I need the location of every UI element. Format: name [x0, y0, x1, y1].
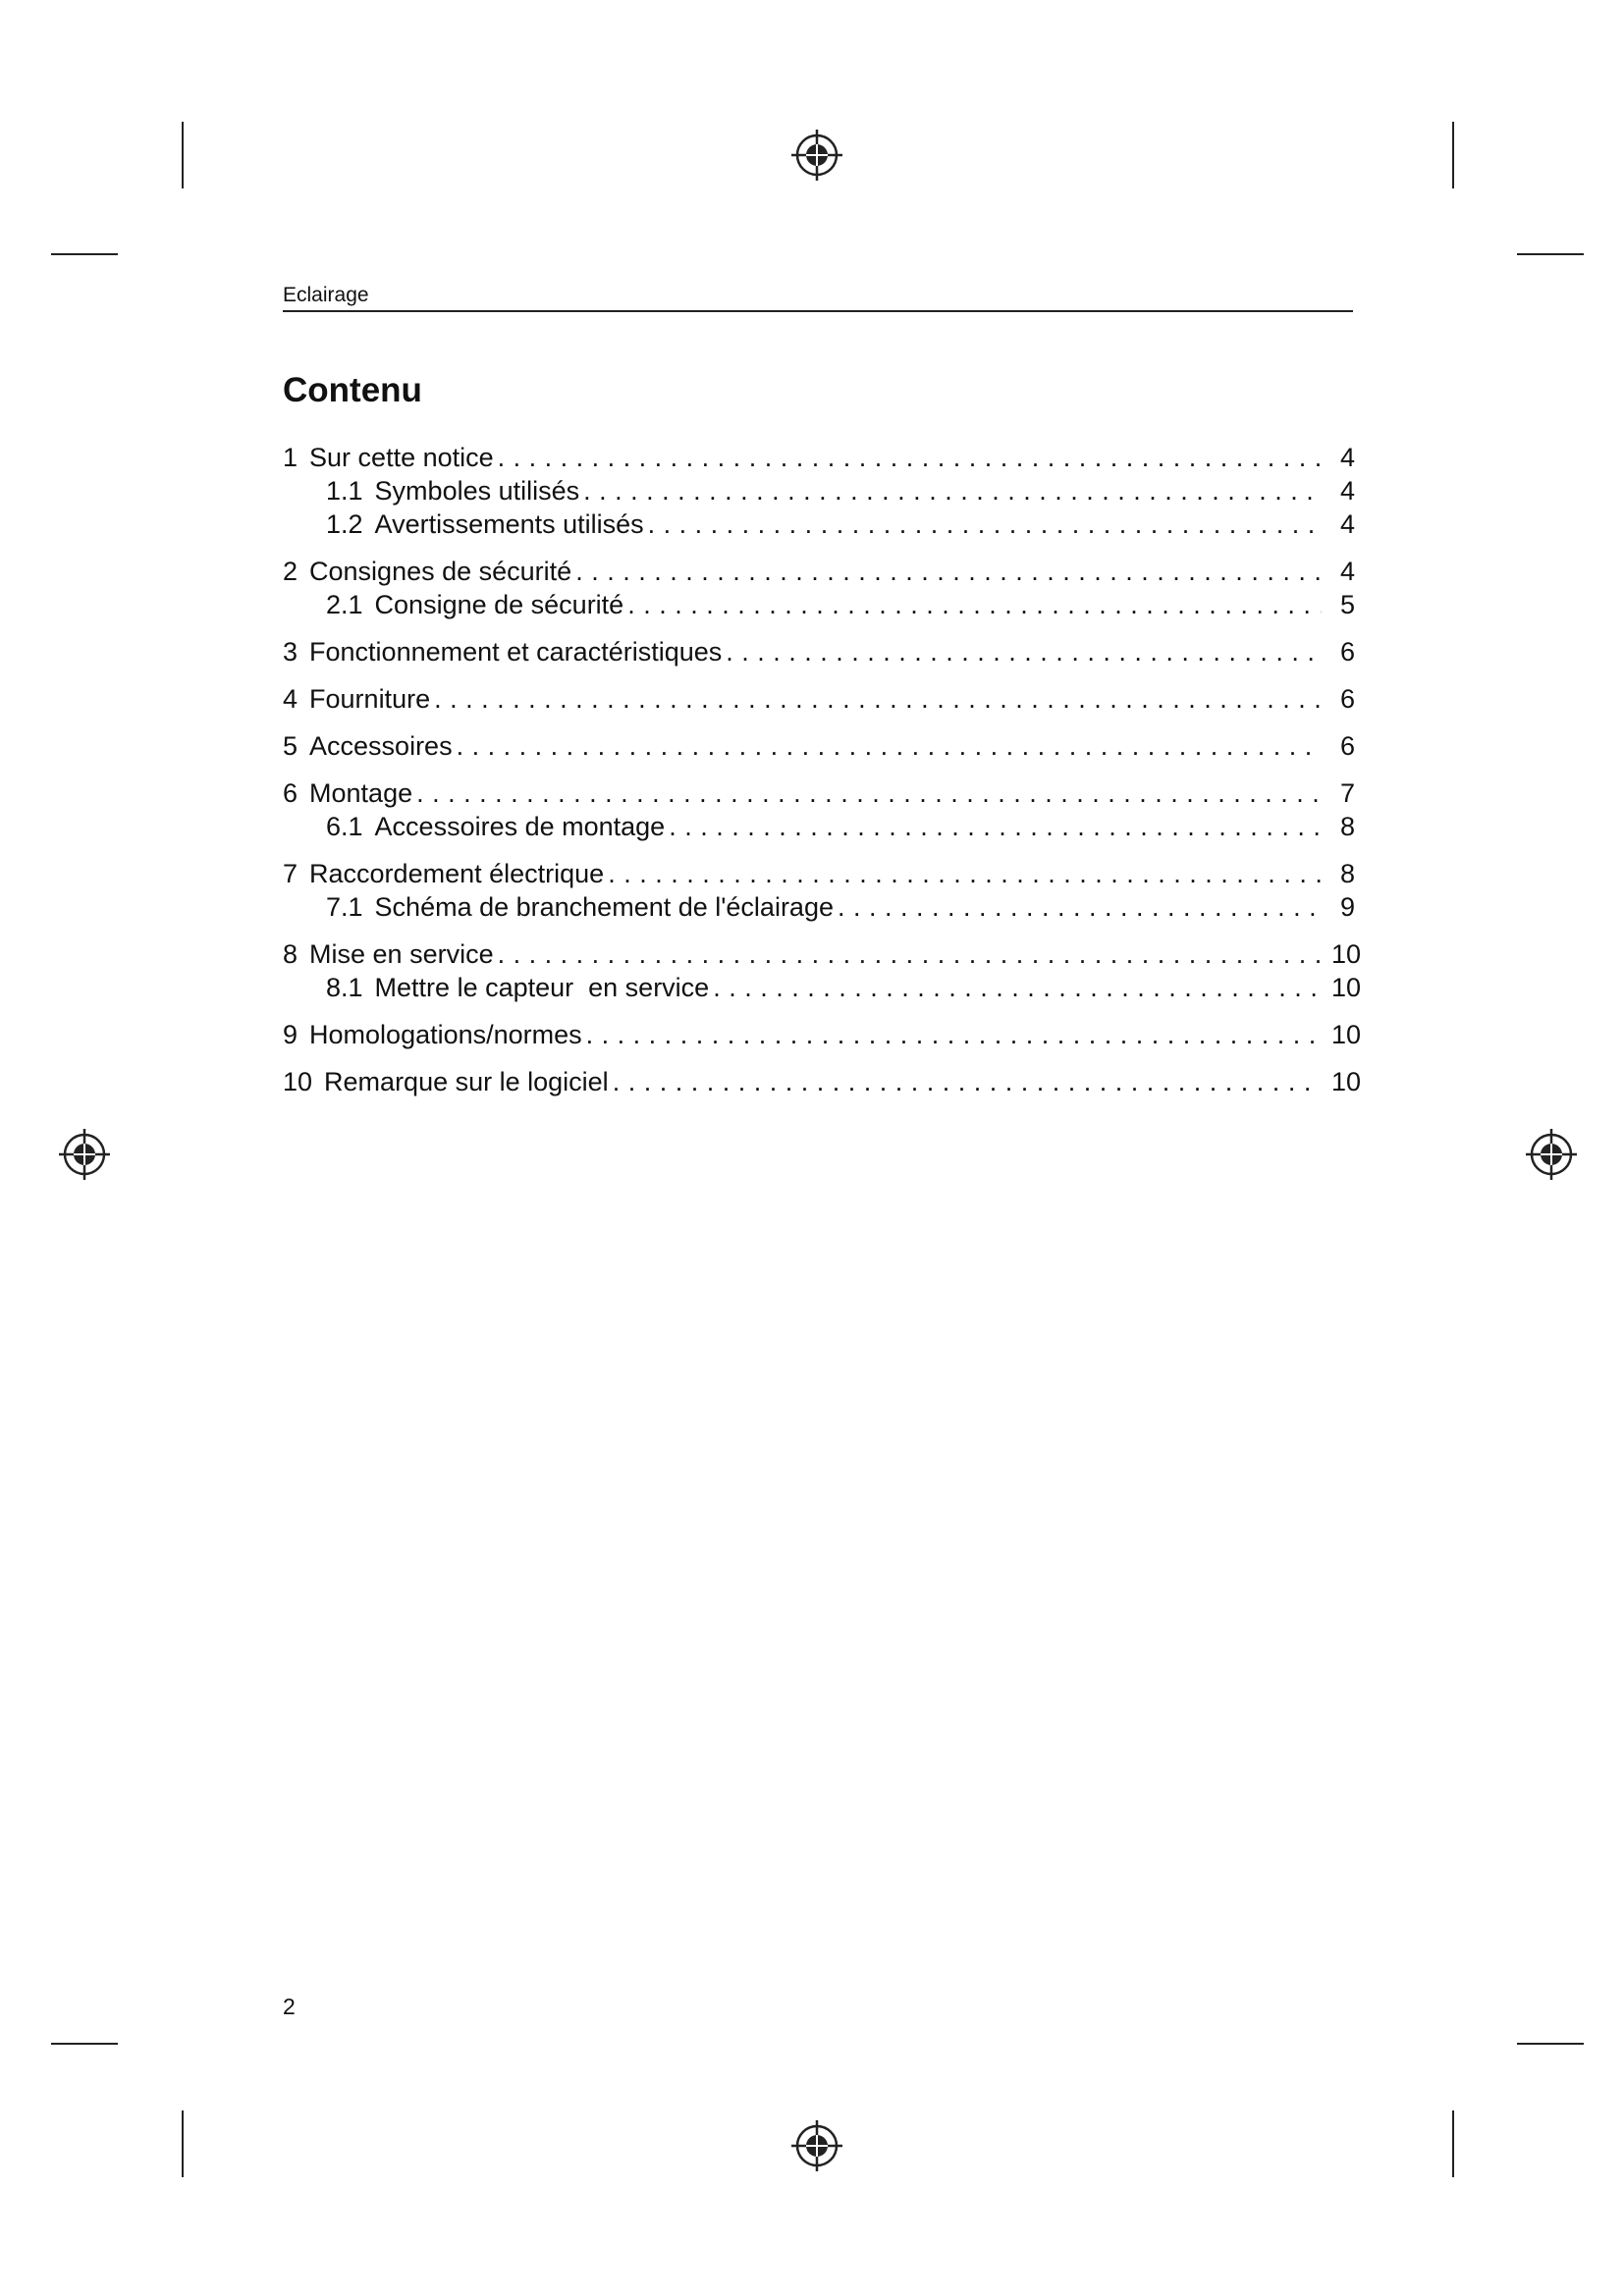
toc-entry[interactable] — [283, 555, 1355, 588]
toc-dot-leader — [583, 474, 1322, 507]
toc-entry-number: 7.1 — [326, 892, 363, 922]
toc-entry-number: 3 — [283, 637, 298, 667]
toc-entry-number: 6 — [283, 778, 298, 808]
toc-entry-title: Consignes de sécurité — [309, 557, 572, 586]
toc-entry[interactable] — [283, 474, 1355, 507]
toc-entry-title: Accessoires — [309, 731, 453, 761]
toc-entry-number: 7 — [283, 859, 298, 888]
toc-entry-number: 8 — [283, 939, 298, 969]
toc-entry-page: 10 — [1331, 939, 1362, 969]
toc-entry-title: Homologations/normes — [309, 1020, 582, 1049]
toc-entry-title: Symboles utilisés — [374, 476, 580, 506]
toc-entry[interactable] — [283, 810, 1355, 843]
toc-entry-title: Fonctionnement et caractéristiques — [309, 637, 723, 667]
toc-dot-leader — [498, 937, 1322, 971]
registration-mark-icon — [789, 2118, 844, 2173]
toc-dot-leader — [586, 1018, 1322, 1051]
toc-entry-title: Mettre le capteur en service — [374, 973, 710, 1002]
toc-dot-leader — [608, 857, 1322, 890]
crop-mark-left-bottom — [51, 2043, 118, 2045]
toc-entry-page: 10 — [1331, 973, 1362, 1002]
toc-entry-number: 9 — [283, 1020, 298, 1049]
toc-entry-number: 5 — [283, 731, 298, 761]
toc-dot-leader — [434, 682, 1322, 716]
toc-entry-page: 4 — [1339, 476, 1355, 506]
toc-dot-leader — [416, 776, 1322, 810]
toc-entry-number: 6.1 — [326, 812, 363, 841]
toc-entry-number: 2.1 — [326, 590, 363, 619]
toc-entry-title: Mise en service — [309, 939, 494, 969]
toc-entry-page: 7 — [1339, 778, 1355, 808]
toc-entry-title: Raccordement électrique — [309, 859, 605, 888]
toc-entry[interactable] — [283, 1018, 1362, 1051]
toc-entry-page: 6 — [1339, 684, 1355, 714]
toc-entry-title: Schéma de branchement de l'éclairage — [374, 892, 834, 922]
toc-entry-page: 6 — [1339, 637, 1355, 667]
toc-entry[interactable] — [283, 507, 1355, 541]
running-header-title: Eclairage — [283, 284, 369, 306]
toc-dot-leader — [498, 441, 1322, 474]
toc-dot-leader — [726, 635, 1322, 668]
toc-entry-title: Remarque sur le logiciel — [324, 1067, 609, 1096]
toc-dot-leader — [457, 729, 1322, 763]
toc-entry[interactable] — [283, 890, 1355, 924]
registration-mark-icon — [1524, 1127, 1579, 1182]
toc-entry[interactable] — [283, 441, 1355, 474]
toc-entry-number: 2 — [283, 557, 298, 586]
toc-entry[interactable] — [283, 729, 1355, 763]
toc-dot-leader — [648, 507, 1322, 541]
toc-entry-title: Fourniture — [309, 684, 431, 714]
toc-entry-number: 1.1 — [326, 476, 363, 506]
toc-entry[interactable] — [283, 635, 1355, 668]
toc-entry[interactable] — [283, 971, 1362, 1004]
toc-entry[interactable] — [283, 857, 1355, 890]
crop-mark-right-bottom — [1517, 2043, 1584, 2045]
toc-entry-page: 9 — [1339, 892, 1355, 922]
toc-entry-number: 4 — [283, 684, 298, 714]
toc-entry[interactable] — [283, 682, 1355, 716]
toc-entry-title: Avertissements utilisés — [374, 509, 644, 539]
toc-dot-leader — [575, 555, 1322, 588]
toc-entry-page: 4 — [1339, 509, 1355, 539]
crop-mark-top-left — [182, 122, 184, 188]
toc-entry-title: Montage — [309, 778, 413, 808]
toc-entry-page: 4 — [1339, 443, 1355, 472]
crop-mark-right-top — [1517, 253, 1584, 255]
page-number: 2 — [283, 1994, 296, 2019]
toc-entry-number: 8.1 — [326, 973, 363, 1002]
toc-entry-title: Consigne de sécurité — [374, 590, 624, 619]
toc-entry[interactable] — [283, 937, 1362, 971]
registration-mark-icon — [57, 1127, 112, 1182]
toc-entry[interactable] — [283, 776, 1355, 810]
toc-entry-page: 10 — [1331, 1067, 1362, 1096]
toc-entry-page: 8 — [1339, 859, 1355, 888]
registration-mark-icon — [789, 128, 844, 183]
toc-entry-number: 1 — [283, 443, 298, 472]
toc-dot-leader — [838, 890, 1322, 924]
toc-entry-number: 10 — [283, 1067, 313, 1096]
toc-entry[interactable] — [283, 588, 1355, 621]
toc-entry-page: 10 — [1331, 1020, 1362, 1049]
toc-entry[interactable] — [283, 1065, 1362, 1098]
toc-entry-number: 1.2 — [326, 509, 363, 539]
crop-mark-bottom-right — [1452, 2110, 1454, 2177]
toc-title: Contenu — [283, 371, 422, 409]
toc-entry-page: 4 — [1339, 557, 1355, 586]
toc-dot-leader — [627, 588, 1322, 621]
running-header — [283, 283, 1353, 312]
crop-mark-top-right — [1452, 122, 1454, 188]
toc-entry-title: Sur cette notice — [309, 443, 494, 472]
crop-mark-left-top — [51, 253, 118, 255]
toc-dot-leader — [613, 1065, 1322, 1098]
crop-mark-bottom-left — [182, 2110, 184, 2177]
table-of-contents — [283, 441, 1362, 1098]
toc-entry-page: 6 — [1339, 731, 1355, 761]
toc-entry-page: 8 — [1339, 812, 1355, 841]
toc-dot-leader — [713, 971, 1322, 1004]
toc-entry-page: 5 — [1339, 590, 1355, 619]
toc-dot-leader — [669, 810, 1322, 843]
toc-entry-title: Accessoires de montage — [374, 812, 666, 841]
